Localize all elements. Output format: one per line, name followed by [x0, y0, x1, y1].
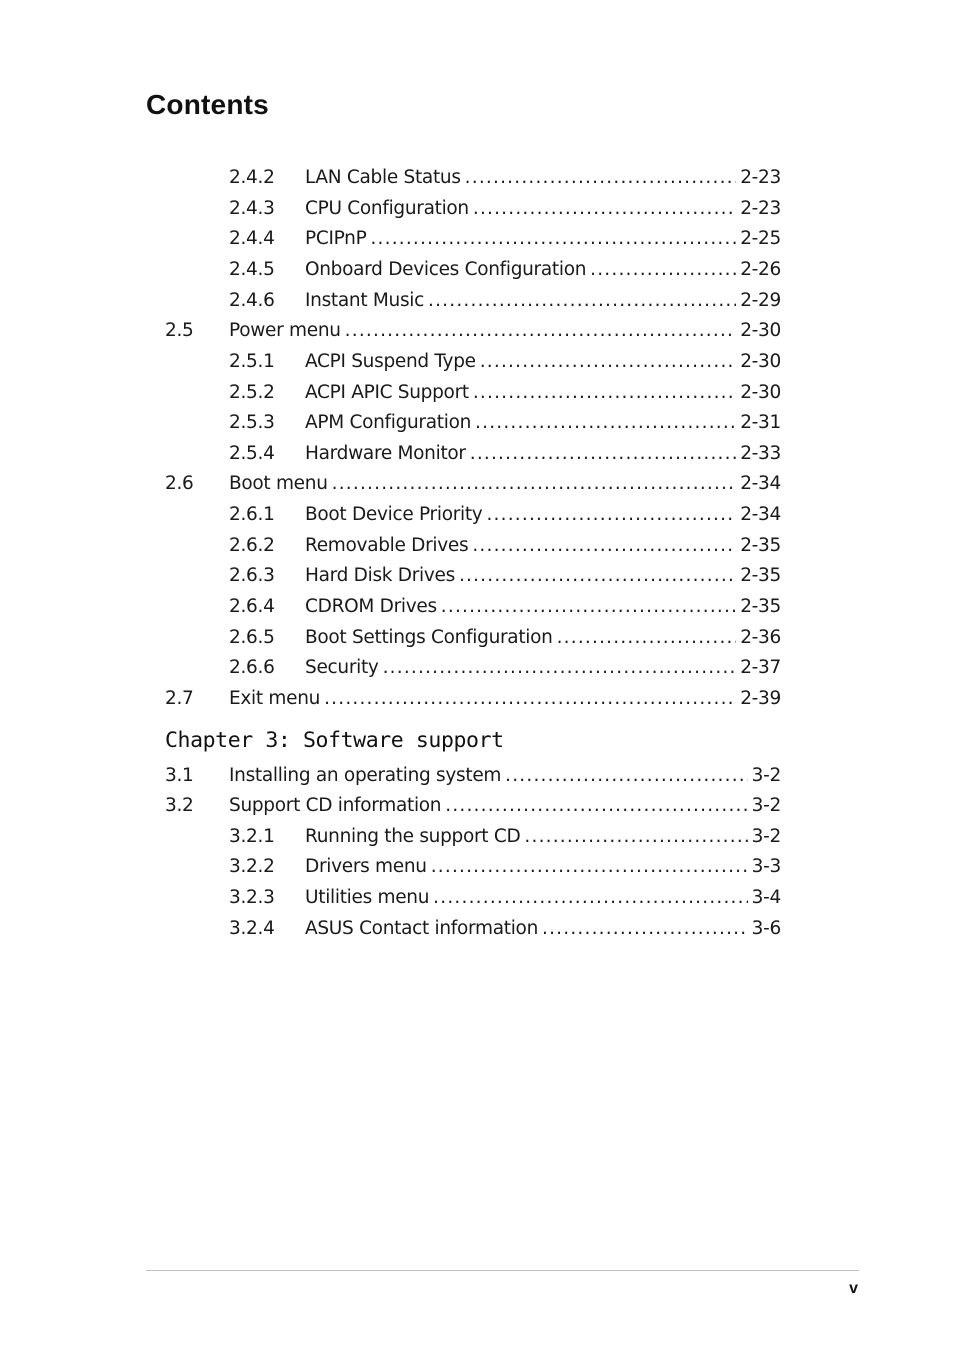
toc-entry-number: 2.4.3: [229, 198, 275, 219]
toc-entry-title: Hardware Monitor: [305, 443, 466, 464]
toc-leader-dots: [472, 531, 736, 561]
toc-entry[interactable]: [229, 500, 781, 530]
toc-leader-dots: [473, 378, 736, 408]
toc-entry-page: 2-23: [740, 167, 781, 188]
toc-entry-number: 3.2.4: [229, 918, 275, 939]
toc-entry-number: 3.1: [165, 765, 194, 786]
toc-entry-number: 2.5.1: [229, 351, 275, 372]
toc-leader-dots: [370, 224, 736, 254]
toc-entry-title: Boot menu: [229, 473, 328, 494]
toc-entry[interactable]: [229, 439, 781, 469]
toc-entry-page: 2-29: [740, 290, 781, 311]
toc-entry[interactable]: [229, 347, 781, 377]
toc-leader-dots: [557, 623, 737, 653]
toc-entry-title: Onboard Devices Configuration: [305, 259, 587, 280]
footer-rule: [146, 1270, 859, 1271]
toc-entry[interactable]: [229, 822, 781, 852]
toc-entry-number: 3.2.3: [229, 887, 275, 908]
toc-entry-title: Hard Disk Drives: [305, 565, 455, 586]
toc-leader-dots: [505, 761, 748, 791]
toc-entry-page: 2-30: [740, 382, 781, 403]
toc-entry-page: 3-2: [751, 795, 781, 816]
toc-entry[interactable]: [229, 883, 781, 913]
toc-leader-dots: [486, 500, 736, 530]
toc-entry-number: 2.6: [165, 473, 194, 494]
toc-section-entry[interactable]: [165, 316, 781, 346]
toc-entry-page: 2-36: [740, 627, 781, 648]
page-number: v: [849, 1280, 858, 1297]
toc-entry-title: Boot Settings Configuration: [305, 627, 553, 648]
toc-entry-number: 2.5.3: [229, 412, 275, 433]
toc-entry-page: 3-2: [751, 826, 781, 847]
toc-entry-number: 2.6.3: [229, 565, 275, 586]
toc-leader-dots: [345, 316, 737, 346]
toc-leader-dots: [470, 439, 736, 469]
toc-leader-dots: [428, 286, 736, 316]
toc-entry-page: 2-23: [740, 198, 781, 219]
toc-entry-title: APM Configuration: [305, 412, 472, 433]
toc-leader-dots: [431, 852, 748, 882]
toc-leader-dots: [445, 791, 747, 821]
toc-entry-page: 3-4: [751, 887, 781, 908]
toc-entry-page: 2-30: [740, 351, 781, 372]
toc-entry-title: PCIPnP: [305, 228, 367, 249]
toc-entry[interactable]: [229, 653, 781, 683]
toc-entry-title: Installing an operating system: [229, 765, 502, 786]
toc-entry[interactable]: [229, 408, 781, 438]
toc-leader-dots: [480, 347, 736, 377]
toc-entry-page: 3-6: [751, 918, 781, 939]
toc-entry-page: 3-2: [751, 765, 781, 786]
page-title: Contents: [146, 89, 269, 120]
toc-entry-number: 2.4.6: [229, 290, 275, 311]
toc-section-entry[interactable]: [165, 684, 781, 714]
toc-entry-number: 2.5: [165, 320, 194, 341]
toc-entry-number: 2.5.2: [229, 382, 275, 403]
toc-section-entry[interactable]: [165, 469, 781, 499]
toc-entry[interactable]: [229, 255, 781, 285]
toc-entry[interactable]: [229, 852, 781, 882]
toc-entry-number: 3.2: [165, 795, 194, 816]
toc-entry-number: 2.6.1: [229, 504, 275, 525]
toc-entry[interactable]: [229, 531, 781, 561]
toc-entry-title: Power menu: [229, 320, 341, 341]
toc-entry-title: ACPI Suspend Type: [305, 351, 476, 372]
toc-entry-number: 2.6.2: [229, 535, 275, 556]
toc-entry-title: Running the support CD: [305, 826, 521, 847]
toc-entry-page: 2-33: [740, 443, 781, 464]
toc-leader-dots: [475, 408, 736, 438]
toc-leader-dots: [542, 914, 748, 944]
toc-entry[interactable]: [229, 163, 781, 193]
toc-section-entry[interactable]: [165, 791, 781, 821]
toc-entry-title: ACPI APIC Support: [305, 382, 469, 403]
toc-entry-number: 2.6.6: [229, 657, 275, 678]
toc-entry-title: Exit menu: [229, 688, 321, 709]
toc-entry-page: 2-37: [740, 657, 781, 678]
toc-entry-number: 2.4.2: [229, 167, 275, 188]
toc-entry-page: 2-25: [740, 228, 781, 249]
toc-entry-number: 2.4.5: [229, 259, 275, 280]
toc-entry-page: 2-31: [740, 412, 781, 433]
toc-leader-dots: [324, 684, 736, 714]
toc-entry-title: CPU Configuration: [305, 198, 469, 219]
toc-entry[interactable]: [229, 286, 781, 316]
toc-section-entry[interactable]: [165, 761, 781, 791]
toc-entry-title: Boot Device Priority: [305, 504, 483, 525]
toc-entry-page: 2-34: [740, 504, 781, 525]
toc-leader-dots: [459, 561, 736, 591]
toc-leader-dots: [465, 163, 737, 193]
toc-leader-dots: [524, 822, 747, 852]
toc-entry-page: 2-39: [740, 688, 781, 709]
toc-entry-title: Support CD information: [229, 795, 442, 816]
toc-leader-dots: [332, 469, 737, 499]
toc-entry[interactable]: [229, 224, 781, 254]
toc-entry-number: 3.2.2: [229, 856, 275, 877]
toc-entry-page: 2-35: [740, 535, 781, 556]
toc-entry-title: Removable Drives: [305, 535, 469, 556]
toc-entry-page: 3-3: [751, 856, 781, 877]
toc-leader-dots: [383, 653, 737, 683]
toc-entry-title: Security: [305, 657, 379, 678]
toc-leader-dots: [433, 883, 748, 913]
toc-leader-dots: [590, 255, 736, 285]
toc-entry-number: 2.6.4: [229, 596, 275, 617]
toc-entry-title: CDROM Drives: [305, 596, 437, 617]
toc-entry-title: Utilities menu: [305, 887, 430, 908]
toc-entry-title: Drivers menu: [305, 856, 427, 877]
chapter-heading: Chapter 3: Software support: [165, 728, 504, 753]
toc-entry-number: 2.7: [165, 688, 194, 709]
toc-entry-number: 3.2.1: [229, 826, 275, 847]
toc-entry-number: 2.6.5: [229, 627, 275, 648]
toc-entry[interactable]: [229, 194, 781, 224]
toc-entry-title: ASUS Contact information: [305, 918, 538, 939]
toc-leader-dots: [473, 194, 736, 224]
toc-entry-number: 2.4.4: [229, 228, 275, 249]
toc-entry-title: Instant Music: [305, 290, 425, 311]
toc-entry[interactable]: [229, 378, 781, 408]
toc-entry-page: 2-35: [740, 565, 781, 586]
toc-entry[interactable]: [229, 561, 781, 591]
toc-entry-page: 2-26: [740, 259, 781, 280]
toc-leader-dots: [441, 592, 736, 622]
toc-entry-title: LAN Cable Status: [305, 167, 461, 188]
toc-entry[interactable]: [229, 623, 781, 653]
toc-entry-page: 2-35: [740, 596, 781, 617]
toc-entry[interactable]: [229, 914, 781, 944]
toc-entry[interactable]: [229, 592, 781, 622]
toc-entry-number: 2.5.4: [229, 443, 275, 464]
toc-entry-page: 2-34: [740, 473, 781, 494]
toc-entry-page: 2-30: [740, 320, 781, 341]
